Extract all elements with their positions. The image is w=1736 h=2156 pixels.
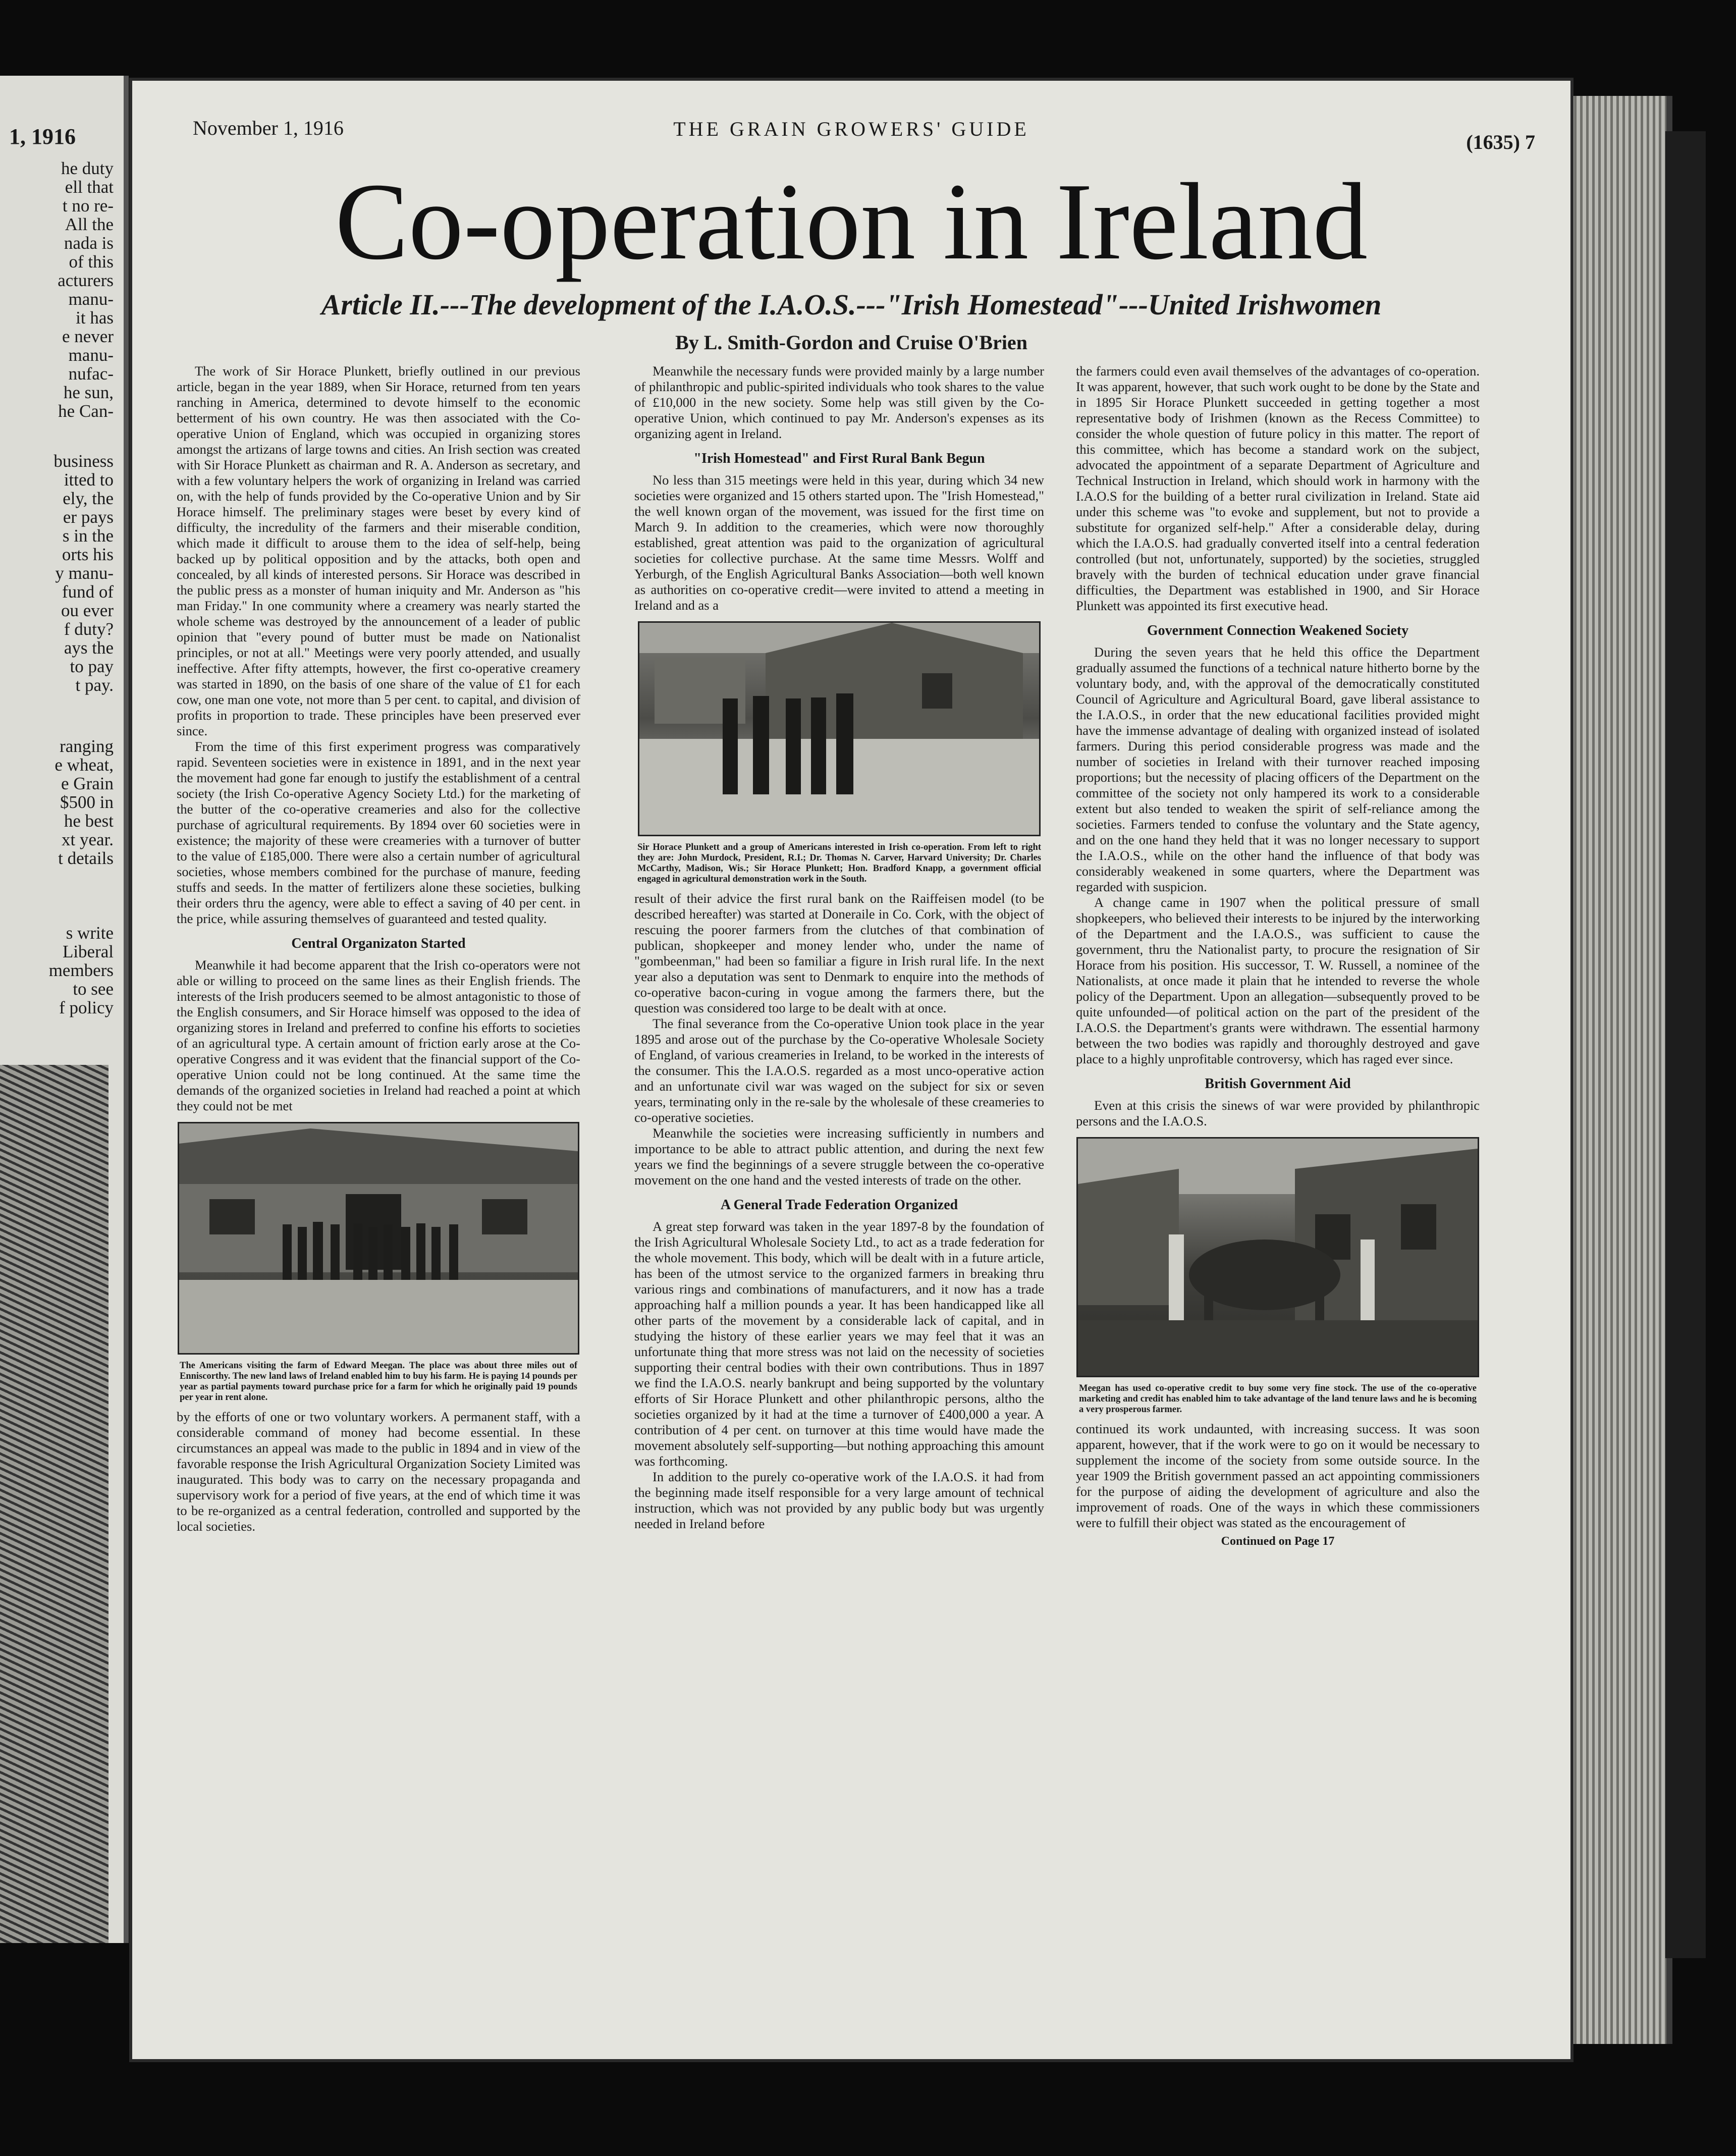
running-header-publication: THE GRAIN GROWERS' GUIDE bbox=[673, 118, 1029, 140]
article-headline: Co-operation in Ireland bbox=[335, 161, 1368, 283]
previous-page-header: 1, 1916 bbox=[9, 124, 76, 149]
article-column-2 bbox=[634, 363, 1044, 2024]
photo-plunkett-group-art bbox=[639, 623, 1039, 835]
book-page-edges bbox=[1570, 96, 1672, 2044]
previous-page-text-block-3: ranging e wheat, e Grain $500 in he best xt year. t details bbox=[55, 736, 114, 868]
photo-plunkett-group bbox=[638, 621, 1041, 836]
paragraph: Meanwhile the societies were increasing sufficiently in numbers and importance to be able to attract public attention, and during the next few years we find the beginnings of a severe struggle between the co-operative movement on the one hand and the vested interests of trade on the other. bbox=[634, 1125, 1044, 1188]
paragraph: result of their advice the first rural bank on the Raiffeisen model (to be described hereafter) was started at Doneraile in Co. Cork, with the object of rescuing the poorer farmers from the clutches of that combination of publican, shopkeeper and money lender who, under the name of "gombeenman," had been so familiar a figure in Irish rural life. In the next year also a deputation was sent to Denmark to enquire into the methods of co-operative bacon-curing in vogue among the farmers there, but the question was considered too large to be dealt with at once. bbox=[634, 891, 1044, 1015]
photo-caption: Sir Horace Plunkett and a group of Americans interested in Irish co-operation. From left to right they are: John Murdock, President, R.I.; Dr. Thomas N. Carver, Harvard University; Dr. Charles McCarthy, Madison, Wis.; Sir Horace Plunkett; Hon. Bradford Knapp, a government official engaged in agricultural demonstration work in the South. bbox=[637, 842, 1041, 884]
paragraph: In addition to the purely co-operative work of the I.A.O.S. it had from the beginning made itself responsible for a very large amount of technical instruction, which was not provided by any public body but was urgently needed in Ireland before bbox=[634, 1469, 1044, 1531]
continued-notice: Continued on Page 17 bbox=[1221, 1535, 1335, 1548]
book-binding bbox=[1665, 131, 1706, 1958]
running-header-date: November 1, 1916 bbox=[193, 117, 344, 139]
article-column-3 bbox=[1076, 363, 1480, 2024]
paragraph: The final severance from the Co-operative Union took place in the year 1895 and arose out of the purchase by the Co-operative Wholesale Society of England, of various creameries in Ireland, to be worked in the interests of the consumer. This the I.A.O.S. regarded as a most unco-operative action and an unfortunate civil war was waged on the subject for six or seven years, terminating only in the re-sale by the wholesale of these creameries to co-operative societies. bbox=[634, 1016, 1044, 1125]
photo-meegan-stock-art bbox=[1078, 1139, 1478, 1376]
paragraph: Meanwhile it had become apparent that the Irish co-operators were not able or willing to proceed on the same lines as their English friends. The interests of the Irish producers seemed to be almost antagonistic to those of the English consumers, and Sir Horace himself was opposed to the idea of organizing stores in Ireland and preferred to confine his efforts to societies of an agricultural type. A certain amount of friction early arose at the Co-operative Congress and it was evident that the financial support of the Co-operative Union could not be long continued. At the same time the demands of the organized societies in Ireland had reached a point at which they could not be met bbox=[177, 957, 580, 1113]
photo-meegan-stock bbox=[1076, 1137, 1479, 1377]
article-byline: By L. Smith-Gordon and Cruise O'Brien bbox=[675, 331, 1027, 354]
previous-page-text-block-1: he duty ell that t no re- All the nada is of this acturers manu- it has e never manu- nufac- he sun, he Can- bbox=[58, 158, 114, 421]
article-column-1 bbox=[177, 363, 580, 2024]
section-heading: A General Trade Federation Organized bbox=[720, 1197, 958, 1213]
photo-farm-visit bbox=[178, 1122, 579, 1355]
photo-caption: The Americans visiting the farm of Edward Meegan. The place was about three miles out of Enniscorthy. The new land laws of Ireland enabled him to buy his farm. He is paying 14 pounds per year as partial payments toward purchase price for a farm for which he originally paid 19 pounds per year in rent alone. bbox=[180, 1361, 577, 1403]
paragraph: the farmers could even avail themselves of the advantages of co-operation. It was apparent, however, that such work ought to be done by the State and in 1895 Sir Horace Plunkett succeeded in getting together a most representative body of Irishmen (known as the Recess Committee) to consider the whole question of future policy in this matter. The report of this committee, which has become a standard work on the subject, advocated the appointment of a separate Department of Agriculture and Technical Instruction in Ireland, which should work in harmony with the I.A.O.S for the building of a better rural civilization in Ireland. State aid under this scheme was "to evoke and supplement, but not to provide a substitute for organized self-help." After a considerable delay, during which the I.A.O.S. had gradually converted itself into a central federation controlled (but not, unfortunately, supported) by the societies, struggled bravely with the burden of technical education under grave financial difficulties, the Department was established in 1900, and Sir Horace Plunkett was appointed its first executive head. bbox=[1076, 363, 1480, 613]
paragraph: A change came in 1907 when the political pressure of small shopkeepers, who believed their interests to be injured by the interworking of the Department and the I.A.O.S., was sufficient to cause the government, thru the Nationalist party, to procure the resignation of Sir Horace from his position. His successor, T. W. Russell, a nominee of the Nationalists, at once made it plain that he intended to reverse the whole policy of the Department. Upon an allegation—subsequently proved to be quite unfounded—of political action on the part of the president of the I.A.O.S. the Department's grants were withdrawn. The essential harmony between the two bodies was rapidly and thoroughly destroyed and gave place to a highly unprofitable controversy, which has raged ever since. bbox=[1076, 895, 1480, 1066]
paragraph: From the time of this first experiment progress was comparatively rapid. Seventeen societies were in existence in 1891, and in the next year the movement had gone far enough to justify the establishment of a central society (the Irish Co-operative Agency Society Ltd.) for the marketing of the butter of the co-operative creameries and also for the collective purchase of agricultural requirements. By 1894 over 60 societies were in existence; the majority of these were creameries with a turnover of butter to the value of £185,000. There were also a certain number of agricultural societies, whose members combined for the purchase of manure, feeding stuffs and seeds. In the matter of fertilizers alone these societies, bulking their orders thru the agency, were able to effect a saving of 40 per cent. in the price, while assuring themselves of guaranteed and tested quality. bbox=[177, 739, 580, 926]
photo-caption: Meegan has used co-operative credit to buy some very fine stock. The use of the co-operative marketing and credit has enabled him to take advantage of the land tenure laws and he is becoming a very prosperous farmer. bbox=[1079, 1383, 1477, 1415]
paragraph: During the seven years that he held this office the Department gradually assumed the functions of a technical nature hitherto borne by the voluntary body, and, with the approval of the democratically constituted Council of Agriculture and Agricultural Board, gave liberal assistance to the I.A.O.S., in order that the new educational facilities provided might have the immense advantage of dealing with organized instead of isolated farmers. During this period considerable progress was made and the number of societies in Ireland with their turnover reached imposing proportions; but the necessity of placing officers of the Department on the committee of the society not only hampered its work to a considerable extent but also tended to weaken the spirit of self-reliance among the societies. Farmers tended to confuse the voluntary and the State agency, and on the one hand they held that it was no longer necessary to support the I.A.O.S., while on the other hand the influence of that body was considerably weakened in some quarters, where the Department was regarded with suspicion. bbox=[1076, 644, 1480, 894]
paragraph: by the efforts of one or two voluntary workers. A permanent staff, with a considerable command of money had become essential. In these circumstances an appeal was made to the public in 1894 and in view of the favorable response the Irish Agricultural Organization Society Limited was inaugurated. This body was to carry on the necessary propaganda and supervisory work for a period of five years, at the end of which time it was to be re-organized as a central federation, controlled and supported by the local societies. bbox=[177, 1409, 580, 1534]
section-heading: British Government Aid bbox=[1205, 1076, 1351, 1092]
paragraph: The work of Sir Horace Plunkett, briefly outlined in our previous article, began in the year 1889, when Sir Horace, returned from ten years ranching in America, determined to devote himself to the economic betterment of his own country. He was then associated with the Co-operative Union of England, which was occupied in organizing stores amongst the artizans of large towns and cities. An Irish section was created with Sir Horace Plunkett as chairman and R. A. Anderson as secretary, and with a few voluntary helpers the work of organizing in Ireland was carried on, with the help of funds provided by the Co-operative Union and by Sir Horace himself. The preliminary stages were beset by every kind of difficulty, the incredulity of the farmers and their miserable condition, which made it difficult to arouse them to the idea of self-help, being backed up by political opposition and by the attacks, both open and concealed, by all kinds of interested persons. Sir Horace was described in the public press as a monster of human iniquity and Mr. Anderson as "his man Friday." In one community where a creamery was nearly started the whole scheme was destroyed by the announcement of a leader of public opinion that "every pound of butter must be made on Nationalist principles, or not at all." Meetings were very poorly attended, and usually ineffective. After fifty attempts, however, the first co-operative creamery was started in 1890, on the basis of one share of the value of £1 for each cow, one man one vote, not more than 5 per cent. to capital, and division of profits in proportion to trade. These principles have been preserved ever since. bbox=[177, 363, 580, 738]
previous-page-illustration bbox=[0, 1065, 108, 1943]
running-header-page-number: (1635) 7 bbox=[1466, 131, 1535, 153]
section-heading: "Irish Homestead" and First Rural Bank Begun bbox=[693, 451, 985, 466]
previous-page-text-block-2: business itted to ely, the er pays s in the orts his y manu- fund of ou ever f duty? ays the to pay t pay. bbox=[53, 451, 114, 695]
paragraph: continued its work undaunted, with increasing success. It was soon apparent, however, that if the work were to go on it would be necessary to supplement the income of the society from some outside source. In the year 1909 the British government passed an act appointing commissioners for the purpose of aiding the development of agriculture and also the improvement of roads. One of the ways in which these commissioners were to fulfill their object was stated as the encouragement of bbox=[1076, 1421, 1480, 1530]
magazine-page bbox=[132, 81, 1570, 2059]
section-heading: Government Connection Weakened Society bbox=[1147, 623, 1409, 638]
paragraph: Meanwhile the necessary funds were provided mainly by a large number of philanthropic and public-spirited individuals who took shares to the value of £10,000 in the new society. Some help was still given by the Co-operative Union, which continued to pay Mr. Anderson's expenses as its organizing agent in Ireland. bbox=[634, 363, 1044, 441]
article-subheading: Article II.---The development of the I.A.O.S.---"Irish Homestead"---United Irishwomen bbox=[321, 288, 1382, 321]
previous-page-fragment bbox=[0, 76, 129, 1943]
section-heading: Central Organizaton Started bbox=[291, 936, 466, 951]
photo-farm-visit-art bbox=[179, 1123, 578, 1353]
paragraph: No less than 315 meetings were held in this year, during which 34 new societies were organized and 15 others started upon. The "Irish Homestead," the well known organ of the movement, was issued for the first time on March 9. In addition to the creameries, which were now thoroughly established, great attention was paid to the organization of agricultural societies for collective purchase. At the same time Messrs. Wolff and Yerburgh, of the English Agricultural Banks Association—both well known as authorities on co-operative credit—were invited to attend a meeting in Ireland and as a bbox=[634, 472, 1044, 613]
paragraph: Even at this crisis the sinews of war were provided by philanthropic persons and the I.A.O.S. bbox=[1076, 1098, 1480, 1128]
previous-page-text-block-4: s write Liberal members to see f policy bbox=[48, 923, 114, 1017]
paragraph: A great step forward was taken in the year 1897-8 by the foundation of the Irish Agricultural Wholesale Society Ltd., to act as a trade federation for the whole movement. This body, which will be dealt with in a future article, has been of the utmost service to the organized farmers in breaking thru various rings and combinations of manufacturers, and it now has a trade approaching half a million pounds a year. It has been handicapped like all other parts of the movement by a considerable lack of capital, and in studying the history of these earlier years we may feel that it was an unfortunate thing that more stress was not laid on the necessity of societies supporting their central bodies with their own contributions. Thus in 1897 we find the I.A.O.S. nearly bankrupt and being supported by the voluntary efforts of Sir Horace Plunkett and other philanthropic persons, altho the societies organized by it had at the time a turnover of £400,000 a year. A contribution of 4 per cent. on turnover at this time would have made the movement absolutely self-supporting—but nothing approaching this amount was forthcoming. bbox=[634, 1219, 1044, 1469]
